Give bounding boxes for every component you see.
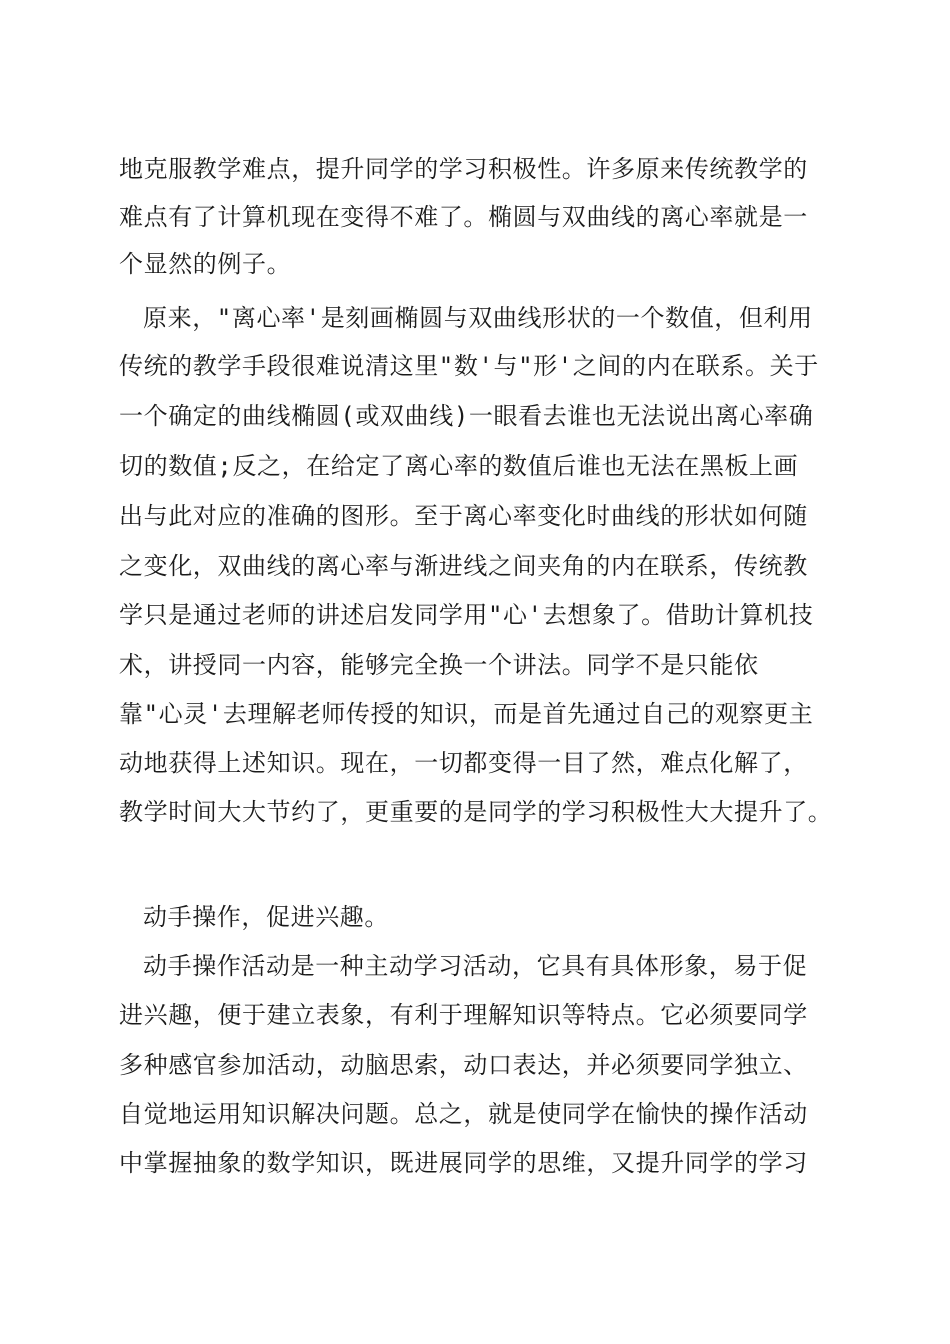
text-line: 之变化，双曲线的离心率与渐进线之间夹角的内在联系，传统教 bbox=[119, 552, 808, 580]
text-line: 地克服教学难点，提升同学的学习积极性。许多原来传统教学的 bbox=[119, 155, 808, 183]
text-line: 个显然的例子。 bbox=[119, 250, 292, 278]
text-line: 出与此对应的准确的图形。至于离心率变化时曲线的形状如何随 bbox=[119, 502, 808, 530]
text-line: 术，讲授同一内容，能够完全换一个讲法。同学不是只能依 bbox=[119, 651, 759, 679]
text-line: 一个确定的曲线椭圆(或双曲线)一眼看去谁也无法说出离心率确 bbox=[119, 402, 814, 430]
text-line: 原来，"离心率'是刻画椭圆与双曲线形状的一个数值，但利用 bbox=[143, 304, 813, 332]
text-line: 切的数值;反之，在给定了离心率的数值后谁也无法在黑板上画 bbox=[119, 452, 799, 480]
section-heading: 动手操作，促进兴趣。 bbox=[143, 903, 389, 931]
text-line: 多种感官参加活动，动脑思索，动口表达，并必须要同学独立、 bbox=[119, 1051, 808, 1079]
text-line: 传统的教学手段很难说清这里"数'与"形'之间的内在联系。关于 bbox=[119, 352, 819, 380]
text-line: 学只是通过老师的讲述启发同学用"心'去想象了。借助计算机技 bbox=[119, 601, 814, 629]
text-line: 动手操作活动是一种主动学习活动，它具有具体形象，易于促 bbox=[143, 952, 808, 980]
text-line: 难点有了计算机现在变得不难了。椭圆与双曲线的离心率就是一 bbox=[119, 203, 808, 231]
text-line: 进兴趣，便于建立表象，有利于理解知识等特点。它必须要同学 bbox=[119, 1001, 808, 1029]
text-line: 自觉地运用知识解决问题。总之，就是使同学在愉快的操作活动 bbox=[119, 1100, 808, 1128]
text-line: 中掌握抽象的数学知识，既进展同学的思维，又提升同学的学习 bbox=[119, 1149, 808, 1177]
text-line: 靠"心灵'去理解老师传授的知识，而是首先通过自己的观察更主 bbox=[119, 700, 814, 728]
text-line: 教学时间大大节约了，更重要的是同学的学习积极性大大提升了。 bbox=[119, 798, 833, 826]
text-line: 动地获得上述知识。现在，一切都变得一目了然，难点化解了， bbox=[119, 749, 808, 777]
